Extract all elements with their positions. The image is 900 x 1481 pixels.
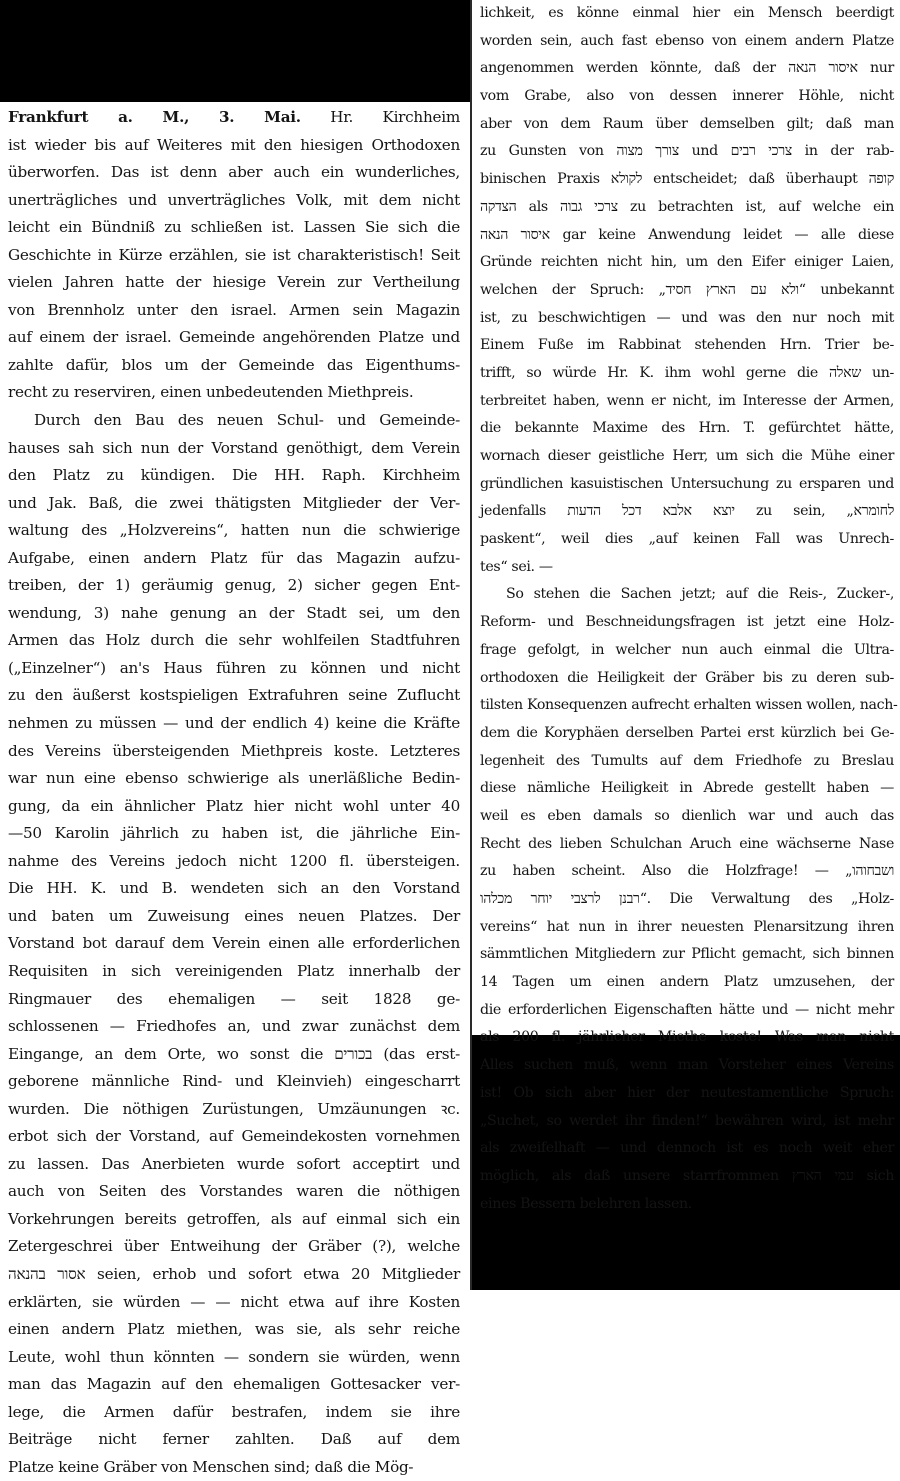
- text-line: Beiträge nicht ferner zahlten. Daß auf dem: [8, 1430, 460, 1449]
- text-line: eines Bessern belehren lassen.: [480, 1195, 692, 1212]
- text-line: paskent“, weil dies „auf keinen Fall was Unrech-: [480, 531, 894, 548]
- text-line: Alles suchen muß, wenn man Vorsteher eines Vereins: [480, 1057, 894, 1074]
- text-line: Ringmauer des ehemaligen — seit 1828 ge-: [8, 989, 460, 1008]
- text-line: Gründe reichten nicht hin, um den Eifer einiger Laien,: [480, 254, 894, 271]
- text-line: lichkeit, es könne einmal hier ein Mensch beerdigt: [480, 5, 894, 21]
- left-column: [8, 104, 460, 1476]
- text-line: schlossenen — Friedhofes an, und zwar zunächst dem: [8, 1017, 460, 1036]
- text-line: הצדקה als צרכי גבוה zu betrachten ist, auf welche ein: [480, 198, 894, 215]
- text-line: Leute, wohl thun könnten — sondern sie würden, wenn: [8, 1347, 460, 1366]
- text-line: vom Grabe, also von dessen innerer Höhle, nicht: [480, 88, 894, 105]
- text-line: ist wieder bis auf Weiteres mit den hiesigen Orthodoxen: [8, 135, 460, 154]
- dateline-heading: Frankfurt a. M., 3. Mai.: [8, 108, 301, 126]
- text-line: als 200 fl. jährlicher Miethe koste! Was man nicht: [480, 1029, 894, 1046]
- text-line: ist! Ob sich aber hier der neutestamentliche Spruch:: [480, 1084, 894, 1101]
- text-line: diese nämliche Heiligkeit in Abrede gestellt haben —: [480, 780, 894, 797]
- text-line: Requisiten in sich vereinigenden Platz innerhalb der: [8, 961, 460, 980]
- text-line: terbreitet haben, wenn er nicht, im Interesse der Armen,: [480, 392, 894, 409]
- text-line: Einem Fuße im Rabbinat stehenden Hrn. Trier be-: [480, 337, 894, 354]
- text-line: zu lassen. Das Anerbieten wurde sofort acceptirt und: [8, 1154, 460, 1173]
- text-line: hauses sah sich nun der Vorstand genöthigt, dem Verein: [8, 438, 460, 457]
- text-line: Aufgabe, einen andern Platz für das Magazin aufzu-: [8, 548, 460, 567]
- text-line: und Jak. Baß, die zwei thätigsten Mitglieder der Ver-: [8, 493, 460, 512]
- text-line: auf einem der israel. Gemeinde angehörenden Platze und: [8, 328, 460, 347]
- text-line: tilsten Konsequenzen aufrecht erhalten wissen wollen, nach-: [480, 697, 898, 714]
- text-line: zahlte dafür, blos um der Gemeinde das Eigenthums-: [8, 355, 460, 374]
- text-line: Vorkehrungen bereits getroffen, als auf einmal sich ein: [8, 1209, 460, 1228]
- text-line: zu haben scheint. Also die Holzfrage! — „ושבחוהו: [480, 863, 894, 880]
- text-line: („Einzelner“) an's Haus führen zu können und nicht: [8, 658, 460, 677]
- text-line: gründlichen kasuistischen Untersuchung zu ersparen und: [480, 475, 894, 492]
- text-line: dem die Koryphäen derselben Partei erst kürzlich bei Ge-: [480, 724, 894, 741]
- text-line: des Vereins übersteigenden Miethpreis koste. Letzteres: [8, 741, 460, 760]
- text-line: wornach dieser geistliche Herr, um sich die Mühe einer: [480, 448, 894, 464]
- text-line: wendung, 3) nahe genung an der Stadt sei, um den: [8, 603, 460, 622]
- text-line: aber von dem Raum über demselben gilt; daß man: [480, 115, 894, 132]
- text-line: Eingange, an dem Orte, wo sonst die בכורים (das erst-: [8, 1044, 460, 1063]
- text-line: Reform- und Beschneidungsfragen ist jetzt eine Holz-: [480, 614, 894, 631]
- text-line: ist, zu beschwichtigen — und was den nur noch mit: [480, 309, 894, 326]
- text-line: „Suchet, so werdet ihr finden!“ bewähren wird, ist mehr: [480, 1112, 894, 1129]
- text-line: möglich, als daß unsere starrfrommen עמי הארץ sich: [480, 1167, 894, 1184]
- redaction-block-top-left: [0, 0, 472, 102]
- text-line: nehmen zu müssen — und der endlich 4) keine die Kräfte: [8, 714, 460, 733]
- text-line: Armen das Holz durch die sehr wohlfeilen Stadtfuhren: [8, 631, 460, 650]
- text-line: Vorstand bot darauf dem Verein einen alle erforderlichen: [8, 934, 460, 953]
- text-line: erbot sich der Vorstand, auf Gemeindekosten vornehmen: [8, 1127, 460, 1146]
- text-line: weil es eben damals so dienlich war und auch das: [480, 807, 894, 824]
- text-line: 14 Tagen um einen andern Platz umzusehen, der: [480, 974, 894, 991]
- text-line: jedenfalls יוצא אלבא דכל הדעות zu sein, „לחומרא: [480, 503, 894, 520]
- column-divider: [470, 0, 472, 1290]
- text-line: als zweifelhaft — und dennoch ist es noch weit eher: [480, 1140, 894, 1157]
- text-line: von Brennholz unter den israel. Armen sein Magazin: [8, 300, 460, 319]
- text-line: zu Gunsten von צורך מצוה und צרכי רבים in der rab-: [480, 143, 894, 160]
- text-line: אסור בהנאה seien, erhob und sofort etwa 20 Mitglieder: [8, 1264, 460, 1283]
- text-line: sämmtlichen Mitgliedern zur Pflicht gemacht, sich binnen: [480, 946, 894, 963]
- text-line: Geschichte in Kürze erzählen, sie ist charakteristisch! Seit: [8, 245, 460, 264]
- text-line: איסור הנאה gar keine Anwendung leidet — alle diese: [480, 226, 894, 243]
- text-line: vielen Jahren hatte der hiesige Verein zur Vertheilung: [8, 273, 460, 292]
- text-line: רבנן לרצבי יוחר מכלהו“. Die Verwaltung des „Holz-: [480, 891, 894, 907]
- text-line: leicht ein Bündniß zu schließen ist. Lassen Sie sich die: [8, 218, 460, 237]
- text-line: Durch den Bau des neuen Schul- und Gemeinde-: [34, 411, 460, 430]
- text-line: Platze keine Gräber von Menschen sind; daß die Mög-: [8, 1457, 414, 1476]
- text-line: Zetergeschrei über Entweihung der Gräber (?), welche: [8, 1237, 460, 1256]
- text-line: die erforderlichen Eigenschaften hätte und — nicht mehr: [480, 1001, 894, 1018]
- text-line: —50 Karolin jährlich zu haben ist, die jährliche Ein-: [8, 824, 460, 843]
- text-line: den Platz zu kündigen. Die HH. Raph. Kirchheim: [8, 466, 460, 485]
- text-line: zu den äußerst kostspieligen Extrafuhren seine Zuflucht: [8, 686, 460, 705]
- text-line: lege, die Armen dafür bestrafen, indem sie ihre: [8, 1402, 460, 1421]
- text-line: war nun eine ebenso schwierige als unerläßliche Bedin-: [8, 769, 460, 788]
- text-line: unerträgliches und unverträgliches Volk, mit dem nicht: [8, 190, 460, 209]
- text-line: wurden. Die nöthigen Zurüstungen, Umzäunungen ꝛc.: [8, 1099, 460, 1118]
- text-line: binischen Praxis לקולא entscheidet; daß überhaupt קופה: [480, 171, 894, 188]
- text-line: nahme des Vereins jedoch nicht 1200 fl. übersteigen.: [8, 851, 460, 870]
- text-line: vereins“ hat nun in ihrer neuesten Plenarsitzung ihren: [480, 918, 894, 935]
- text-line: tes“ sei. —: [480, 558, 553, 575]
- text-line: angenommen werden könnte, daß der איסור הנאה nur: [480, 60, 894, 77]
- text-line: worden sein, auch fast ebenso von einem andern Platze: [480, 32, 894, 49]
- text-line: Die HH. K. und B. wendeten sich an den Vorstand: [8, 879, 460, 898]
- text-line: einen andern Platz miethen, was sie, als sehr reiche: [8, 1320, 460, 1339]
- text-line: legenheit des Tumults auf dem Friedhofe zu Breslau: [480, 752, 894, 769]
- text-line: frage gefolgt, in welcher nun auch einmal die Ultra-: [480, 641, 894, 658]
- text-line: gung, da ein ähnlicher Platz hier nicht wohl unter 40: [8, 796, 460, 815]
- text-line: auch von Seiten des Vorstandes waren die nöthigen: [8, 1182, 460, 1201]
- text-line: orthodoxen die Heiligkeit der Gräber bis zu deren sub-: [480, 669, 894, 686]
- text-line: [8, 104, 460, 132]
- text-line: treiben, der 1) geräumig genug, 2) sicher gegen Ent-: [8, 576, 460, 595]
- text-line: und baten um Zuweisung eines neuen Platzes. Der: [8, 906, 460, 925]
- text-line: waltung des „Holzvereins“, hatten nun die schwierige: [8, 521, 460, 540]
- text-line: welchen der Spruch: „ולא עם הארץ חסיד“ unbekannt: [480, 281, 894, 298]
- right-column: [480, 0, 898, 1212]
- text-line: die bekannte Maxime des Hrn. T. gefürchtet hätte,: [480, 420, 894, 437]
- text-line: recht zu reserviren, einen unbedeutenden Miethpreis.: [8, 383, 414, 402]
- text-line: geborene männliche Rind- und Kleinvieh) eingescharrt: [8, 1072, 460, 1091]
- text-line: Hr. Kirchheim: [330, 108, 460, 126]
- text-line: man das Magazin auf den ehemaligen Gottesacker ver-: [8, 1375, 460, 1394]
- text-line: erklärten, sie würden — — nicht etwa auf ihre Kosten: [8, 1292, 460, 1311]
- text-line: überworfen. Das ist denn aber auch ein wunderliches,: [8, 163, 460, 182]
- text-line: So stehen die Sachen jetzt; auf die Reis-, Zucker-,: [506, 586, 894, 603]
- text-line: trifft, so würde Hr. K. ihm wohl gerne die שאלה un-: [480, 364, 894, 381]
- text-line: Recht des lieben Schulchan Aruch eine wächserne Nase: [480, 835, 894, 852]
